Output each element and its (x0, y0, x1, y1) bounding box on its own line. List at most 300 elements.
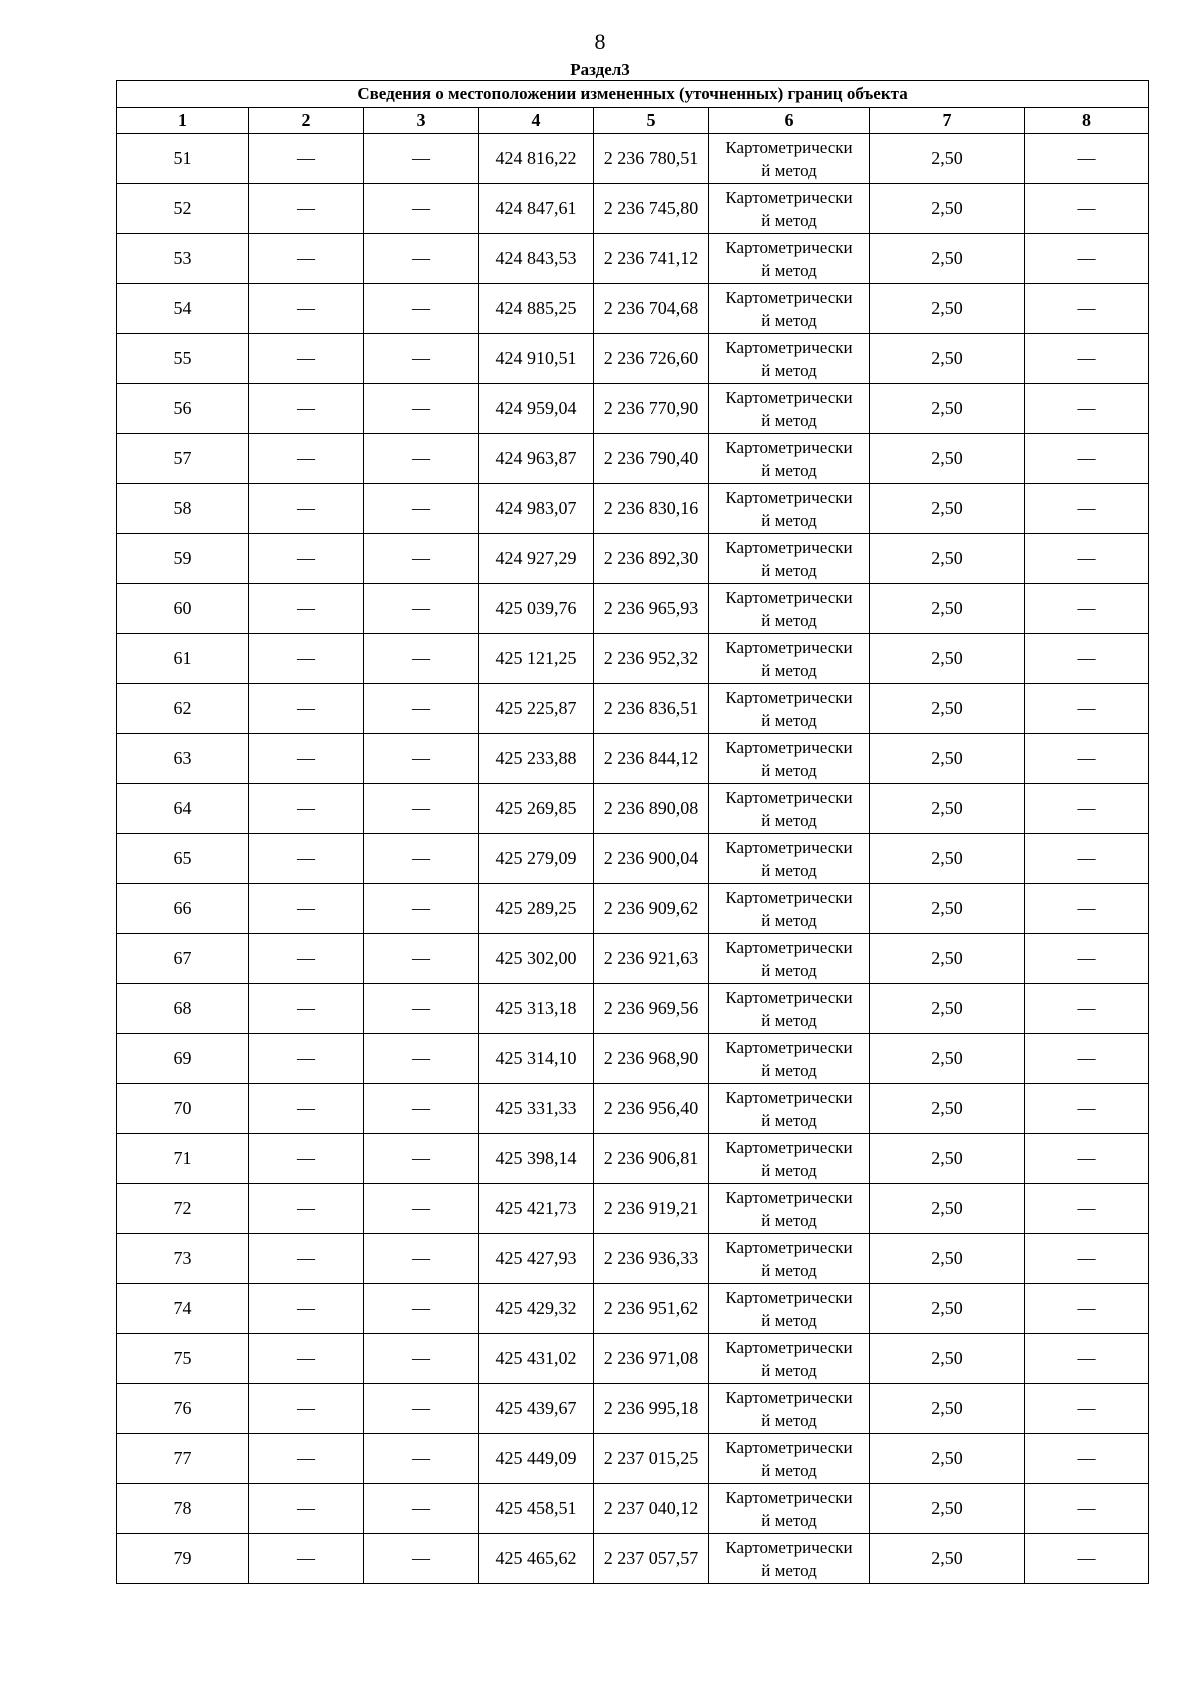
column-3-cell: — (364, 584, 479, 634)
y-coordinate-cell: 2 236 921,63 (594, 934, 709, 984)
column-3-cell: — (364, 1234, 479, 1284)
x-coordinate-cell: 425 458,51 (479, 1484, 594, 1534)
column-number: 8 (1025, 108, 1149, 134)
point-number-cell: 57 (117, 434, 249, 484)
y-coordinate-cell: 2 236 770,90 (594, 384, 709, 434)
table-body (117, 134, 1149, 1584)
method-line-2: й метод (761, 1360, 817, 1380)
column-8-cell: — (1025, 184, 1149, 234)
method-line-2: й метод (761, 910, 817, 930)
column-3-cell: — (364, 1134, 479, 1184)
column-number: 3 (364, 108, 479, 134)
method-line-1: Картометрически (725, 187, 853, 207)
method-cell (709, 834, 870, 884)
accuracy-cell: 2,50 (870, 134, 1025, 184)
x-coordinate-cell: 424 959,04 (479, 384, 594, 434)
method-line-1: Картометрически (725, 1537, 853, 1557)
y-coordinate-cell: 2 236 956,40 (594, 1084, 709, 1134)
y-coordinate-cell: 2 236 909,62 (594, 884, 709, 934)
column-3-cell: — (364, 334, 479, 384)
accuracy-cell: 2,50 (870, 1484, 1025, 1534)
accuracy-cell: 2,50 (870, 284, 1025, 334)
table-row (117, 184, 1149, 234)
accuracy-cell: 2,50 (870, 1084, 1025, 1134)
method-line-1: Картометрически (725, 487, 853, 507)
column-3-cell: — (364, 784, 479, 834)
method-line-1: Картометрически (725, 637, 853, 657)
column-8-cell: — (1025, 284, 1149, 334)
method-cell (709, 1184, 870, 1234)
x-coordinate-cell: 425 398,14 (479, 1134, 594, 1184)
method-line-1: Картометрически (725, 1137, 853, 1157)
accuracy-cell: 2,50 (870, 1184, 1025, 1234)
accuracy-cell: 2,50 (870, 784, 1025, 834)
point-number-cell: 75 (117, 1334, 249, 1384)
section-title: Раздел3 (570, 60, 630, 79)
x-coordinate-cell: 424 963,87 (479, 434, 594, 484)
column-8-cell: — (1025, 1034, 1149, 1084)
column-3-cell: — (364, 134, 479, 184)
accuracy-cell: 2,50 (870, 234, 1025, 284)
method-line-1: Картометрически (725, 787, 853, 807)
method-line-1: Картометрически (725, 1087, 853, 1107)
method-line-1: Картометрически (725, 437, 853, 457)
column-8-cell: — (1025, 434, 1149, 484)
table-row (117, 784, 1149, 834)
point-number-cell: 79 (117, 1534, 249, 1584)
column-2-cell: — (249, 534, 364, 584)
column-2-cell: — (249, 334, 364, 384)
column-2-cell: — (249, 634, 364, 684)
column-8-cell: — (1025, 334, 1149, 384)
method-line-1: Картометрически (725, 137, 853, 157)
point-number-cell: 76 (117, 1384, 249, 1434)
column-8-cell: — (1025, 1184, 1149, 1234)
method-line-1: Картометрически (725, 737, 853, 757)
column-2-cell: — (249, 1134, 364, 1184)
method-line-2: й метод (761, 1410, 817, 1430)
table-row (117, 134, 1149, 184)
accuracy-cell: 2,50 (870, 734, 1025, 784)
table-row (117, 1284, 1149, 1334)
method-line-1: Картометрически (725, 237, 853, 257)
point-number-cell: 66 (117, 884, 249, 934)
method-line-1: Картометрически (725, 1337, 853, 1357)
table-row (117, 484, 1149, 534)
column-8-cell: — (1025, 1434, 1149, 1484)
point-number-cell: 61 (117, 634, 249, 684)
point-number-cell: 71 (117, 1134, 249, 1184)
column-8-cell: — (1025, 134, 1149, 184)
method-line-2: й метод (761, 760, 817, 780)
column-3-cell: — (364, 1034, 479, 1084)
x-coordinate-cell: 425 225,87 (479, 684, 594, 734)
point-number-cell: 67 (117, 934, 249, 984)
x-coordinate-cell: 425 427,93 (479, 1234, 594, 1284)
column-8-cell: — (1025, 234, 1149, 284)
method-cell (709, 184, 870, 234)
x-coordinate-cell: 424 843,53 (479, 234, 594, 284)
x-coordinate-cell: 424 910,51 (479, 334, 594, 384)
x-coordinate-cell: 424 847,61 (479, 184, 594, 234)
accuracy-cell: 2,50 (870, 534, 1025, 584)
x-coordinate-cell: 425 039,76 (479, 584, 594, 634)
method-cell (709, 384, 870, 434)
point-number-cell: 54 (117, 284, 249, 334)
method-cell (709, 1384, 870, 1434)
method-line-2: й метод (761, 1160, 817, 1180)
column-3-cell: — (364, 1084, 479, 1134)
accuracy-cell: 2,50 (870, 1384, 1025, 1434)
column-3-cell: — (364, 484, 479, 534)
x-coordinate-cell: 425 449,09 (479, 1434, 594, 1484)
table-row (117, 234, 1149, 284)
method-line-2: й метод (761, 1510, 817, 1530)
column-8-cell: — (1025, 484, 1149, 534)
accuracy-cell: 2,50 (870, 884, 1025, 934)
method-cell (709, 1084, 870, 1134)
method-line-2: й метод (761, 810, 817, 830)
column-3-cell: — (364, 1484, 479, 1534)
x-coordinate-cell: 425 331,33 (479, 1084, 594, 1134)
method-line-2: й метод (761, 860, 817, 880)
column-8-cell: — (1025, 784, 1149, 834)
x-coordinate-cell: 425 121,25 (479, 634, 594, 684)
column-2-cell: — (249, 584, 364, 634)
method-cell (709, 284, 870, 334)
accuracy-cell: 2,50 (870, 984, 1025, 1034)
column-3-cell: — (364, 1434, 479, 1484)
table-row (117, 834, 1149, 884)
accuracy-cell: 2,50 (870, 1034, 1025, 1084)
table-row (117, 1334, 1149, 1384)
method-line-1: Картометрически (725, 1187, 853, 1207)
x-coordinate-cell: 425 302,00 (479, 934, 594, 984)
column-2-cell: — (249, 784, 364, 834)
accuracy-cell: 2,50 (870, 334, 1025, 384)
y-coordinate-cell: 2 236 844,12 (594, 734, 709, 784)
method-cell (709, 484, 870, 534)
column-8-cell: — (1025, 1484, 1149, 1534)
method-line-2: й метод (761, 660, 817, 680)
method-cell (709, 534, 870, 584)
column-8-cell: — (1025, 734, 1149, 784)
point-number-cell: 62 (117, 684, 249, 734)
column-number: 4 (479, 108, 594, 134)
column-2-cell: — (249, 1034, 364, 1084)
y-coordinate-cell: 2 236 790,40 (594, 434, 709, 484)
point-number-cell: 60 (117, 584, 249, 634)
method-line-1: Картометрически (725, 1487, 853, 1507)
table-row (117, 1034, 1149, 1084)
column-3-cell: — (364, 834, 479, 884)
column-3-cell: — (364, 734, 479, 784)
column-8-cell: — (1025, 1384, 1149, 1434)
y-coordinate-cell: 2 236 936,33 (594, 1234, 709, 1284)
y-coordinate-cell: 2 236 704,68 (594, 284, 709, 334)
table-caption: Сведения о местоположении измененных (уточненных) границ объекта (117, 81, 1149, 108)
column-2-cell: — (249, 384, 364, 434)
table-row (117, 884, 1149, 934)
table-row (117, 284, 1149, 334)
method-line-2: й метод (761, 360, 817, 380)
y-coordinate-cell: 2 236 780,51 (594, 134, 709, 184)
method-cell (709, 434, 870, 484)
method-line-2: й метод (761, 710, 817, 730)
point-number-cell: 72 (117, 1184, 249, 1234)
column-2-cell: — (249, 934, 364, 984)
accuracy-cell: 2,50 (870, 484, 1025, 534)
column-2-cell: — (249, 1484, 364, 1534)
method-line-1: Картометрически (725, 1287, 853, 1307)
column-2-cell: — (249, 834, 364, 884)
method-line-2: й метод (761, 260, 817, 280)
column-3-cell: — (364, 934, 479, 984)
column-2-cell: — (249, 134, 364, 184)
column-3-cell: — (364, 1384, 479, 1434)
column-number: 2 (249, 108, 364, 134)
table-row (117, 734, 1149, 784)
method-line-1: Картометрически (725, 587, 853, 607)
column-3-cell: — (364, 1284, 479, 1334)
point-number-cell: 63 (117, 734, 249, 784)
column-2-cell: — (249, 984, 364, 1034)
method-line-1: Картометрически (725, 1037, 853, 1057)
x-coordinate-cell: 424 885,25 (479, 284, 594, 334)
x-coordinate-cell: 425 289,25 (479, 884, 594, 934)
x-coordinate-cell: 425 431,02 (479, 1334, 594, 1384)
y-coordinate-cell: 2 236 952,32 (594, 634, 709, 684)
point-number-cell: 68 (117, 984, 249, 1034)
table-row (117, 1134, 1149, 1184)
column-2-cell: — (249, 1334, 364, 1384)
x-coordinate-cell: 425 233,88 (479, 734, 594, 784)
method-line-2: й метод (761, 560, 817, 580)
method-line-2: й метод (761, 210, 817, 230)
column-2-cell: — (249, 1184, 364, 1234)
point-number-cell: 51 (117, 134, 249, 184)
method-line-1: Картометрически (725, 1237, 853, 1257)
point-number-cell: 55 (117, 334, 249, 384)
method-line-2: й метод (761, 1210, 817, 1230)
y-coordinate-cell: 2 236 836,51 (594, 684, 709, 734)
point-number-cell: 69 (117, 1034, 249, 1084)
method-line-2: й метод (761, 1560, 817, 1580)
column-8-cell: — (1025, 1534, 1149, 1584)
x-coordinate-cell: 425 269,85 (479, 784, 594, 834)
method-cell (709, 584, 870, 634)
method-cell (709, 684, 870, 734)
column-8-cell: — (1025, 1334, 1149, 1384)
table-row (117, 1484, 1149, 1534)
point-number-cell: 73 (117, 1234, 249, 1284)
method-line-1: Картометрически (725, 537, 853, 557)
method-line-2: й метод (761, 510, 817, 530)
accuracy-cell: 2,50 (870, 384, 1025, 434)
column-3-cell: — (364, 184, 479, 234)
y-coordinate-cell: 2 236 745,80 (594, 184, 709, 234)
y-coordinate-cell: 2 237 040,12 (594, 1484, 709, 1534)
point-number-cell: 52 (117, 184, 249, 234)
method-cell (709, 1534, 870, 1584)
y-coordinate-cell: 2 236 890,08 (594, 784, 709, 834)
y-coordinate-cell: 2 237 015,25 (594, 1434, 709, 1484)
point-number-cell: 70 (117, 1084, 249, 1134)
x-coordinate-cell: 425 313,18 (479, 984, 594, 1034)
x-coordinate-cell: 424 816,22 (479, 134, 594, 184)
y-coordinate-cell: 2 236 969,56 (594, 984, 709, 1034)
column-8-cell: — (1025, 1084, 1149, 1134)
column-2-cell: — (249, 284, 364, 334)
column-8-cell: — (1025, 384, 1149, 434)
column-8-cell: — (1025, 534, 1149, 584)
method-line-2: й метод (761, 410, 817, 430)
method-line-1: Картометрически (725, 987, 853, 1007)
column-3-cell: — (364, 1534, 479, 1584)
column-number: 7 (870, 108, 1025, 134)
method-cell (709, 134, 870, 184)
column-8-cell: — (1025, 1234, 1149, 1284)
column-3-cell: — (364, 234, 479, 284)
x-coordinate-cell: 424 983,07 (479, 484, 594, 534)
column-8-cell: — (1025, 684, 1149, 734)
method-line-1: Картометрически (725, 1387, 853, 1407)
method-cell (709, 1034, 870, 1084)
x-coordinate-cell: 425 439,67 (479, 1384, 594, 1434)
method-line-1: Картометрически (725, 387, 853, 407)
method-line-1: Картометрически (725, 837, 853, 857)
y-coordinate-cell: 2 236 892,30 (594, 534, 709, 584)
table-row (117, 984, 1149, 1034)
column-2-cell: — (249, 1534, 364, 1584)
method-cell (709, 1484, 870, 1534)
column-2-cell: — (249, 734, 364, 784)
point-number-cell: 77 (117, 1434, 249, 1484)
column-8-cell: — (1025, 934, 1149, 984)
method-line-2: й метод (761, 960, 817, 980)
method-line-1: Картометрически (725, 287, 853, 307)
method-line-1: Картометрически (725, 937, 853, 957)
column-2-cell: — (249, 1234, 364, 1284)
x-coordinate-cell: 425 429,32 (479, 1284, 594, 1334)
y-coordinate-cell: 2 236 726,60 (594, 334, 709, 384)
table-row (117, 1534, 1149, 1584)
column-3-cell: — (364, 984, 479, 1034)
method-cell (709, 1134, 870, 1184)
method-line-1: Картометрически (725, 1437, 853, 1457)
accuracy-cell: 2,50 (870, 184, 1025, 234)
point-number-cell: 53 (117, 234, 249, 284)
point-number-cell: 78 (117, 1484, 249, 1534)
method-cell (709, 984, 870, 1034)
method-cell (709, 884, 870, 934)
table-row (117, 334, 1149, 384)
y-coordinate-cell: 2 236 741,12 (594, 234, 709, 284)
method-line-2: й метод (761, 160, 817, 180)
method-cell (709, 1284, 870, 1334)
method-cell (709, 1334, 870, 1384)
column-3-cell: — (364, 684, 479, 734)
method-line-2: й метод (761, 1260, 817, 1280)
accuracy-cell: 2,50 (870, 834, 1025, 884)
method-line-1: Картометрически (725, 337, 853, 357)
accuracy-cell: 2,50 (870, 684, 1025, 734)
column-8-cell: — (1025, 634, 1149, 684)
table-row (117, 634, 1149, 684)
column-3-cell: — (364, 534, 479, 584)
accuracy-cell: 2,50 (870, 1234, 1025, 1284)
point-number-cell: 59 (117, 534, 249, 584)
table-row (117, 684, 1149, 734)
column-2-cell: — (249, 234, 364, 284)
accuracy-cell: 2,50 (870, 1284, 1025, 1334)
method-line-1: Картометрически (725, 887, 853, 907)
method-line-2: й метод (761, 1460, 817, 1480)
column-2-cell: — (249, 1384, 364, 1434)
column-3-cell: — (364, 1334, 479, 1384)
y-coordinate-cell: 2 236 968,90 (594, 1034, 709, 1084)
y-coordinate-cell: 2 236 919,21 (594, 1184, 709, 1234)
method-cell (709, 634, 870, 684)
accuracy-cell: 2,50 (870, 634, 1025, 684)
column-number: 5 (594, 108, 709, 134)
column-8-cell: — (1025, 1134, 1149, 1184)
accuracy-cell: 2,50 (870, 1434, 1025, 1484)
table-row (117, 384, 1149, 434)
y-coordinate-cell: 2 236 951,62 (594, 1284, 709, 1334)
column-2-cell: — (249, 1084, 364, 1134)
y-coordinate-cell: 2 236 900,04 (594, 834, 709, 884)
table-row (117, 1234, 1149, 1284)
point-number-cell: 56 (117, 384, 249, 434)
column-3-cell: — (364, 884, 479, 934)
column-2-cell: — (249, 1284, 364, 1334)
column-3-cell: — (364, 384, 479, 434)
table-row (117, 434, 1149, 484)
method-line-2: й метод (761, 1110, 817, 1130)
accuracy-cell: 2,50 (870, 584, 1025, 634)
table-row (117, 584, 1149, 634)
column-number: 1 (117, 108, 249, 134)
method-line-2: й метод (761, 310, 817, 330)
y-coordinate-cell: 2 236 830,16 (594, 484, 709, 534)
x-coordinate-cell: 424 927,29 (479, 534, 594, 584)
y-coordinate-cell: 2 236 971,08 (594, 1334, 709, 1384)
y-coordinate-cell: 2 236 965,93 (594, 584, 709, 634)
table-row (117, 1434, 1149, 1484)
method-line-2: й метод (761, 460, 817, 480)
table-row (117, 934, 1149, 984)
table-row (117, 1184, 1149, 1234)
method-line-2: й метод (761, 1310, 817, 1330)
column-2-cell: — (249, 434, 364, 484)
column-number: 6 (709, 108, 870, 134)
method-cell (709, 334, 870, 384)
column-8-cell: — (1025, 834, 1149, 884)
method-line-2: й метод (761, 1060, 817, 1080)
point-number-cell: 58 (117, 484, 249, 534)
accuracy-cell: 2,50 (870, 434, 1025, 484)
column-3-cell: — (364, 284, 479, 334)
method-line-1: Картометрически (725, 687, 853, 707)
x-coordinate-cell: 425 314,10 (479, 1034, 594, 1084)
x-coordinate-cell: 425 465,62 (479, 1534, 594, 1584)
column-2-cell: — (249, 884, 364, 934)
method-line-2: й метод (761, 1010, 817, 1030)
column-2-cell: — (249, 184, 364, 234)
x-coordinate-cell: 425 279,09 (479, 834, 594, 884)
accuracy-cell: 2,50 (870, 1534, 1025, 1584)
